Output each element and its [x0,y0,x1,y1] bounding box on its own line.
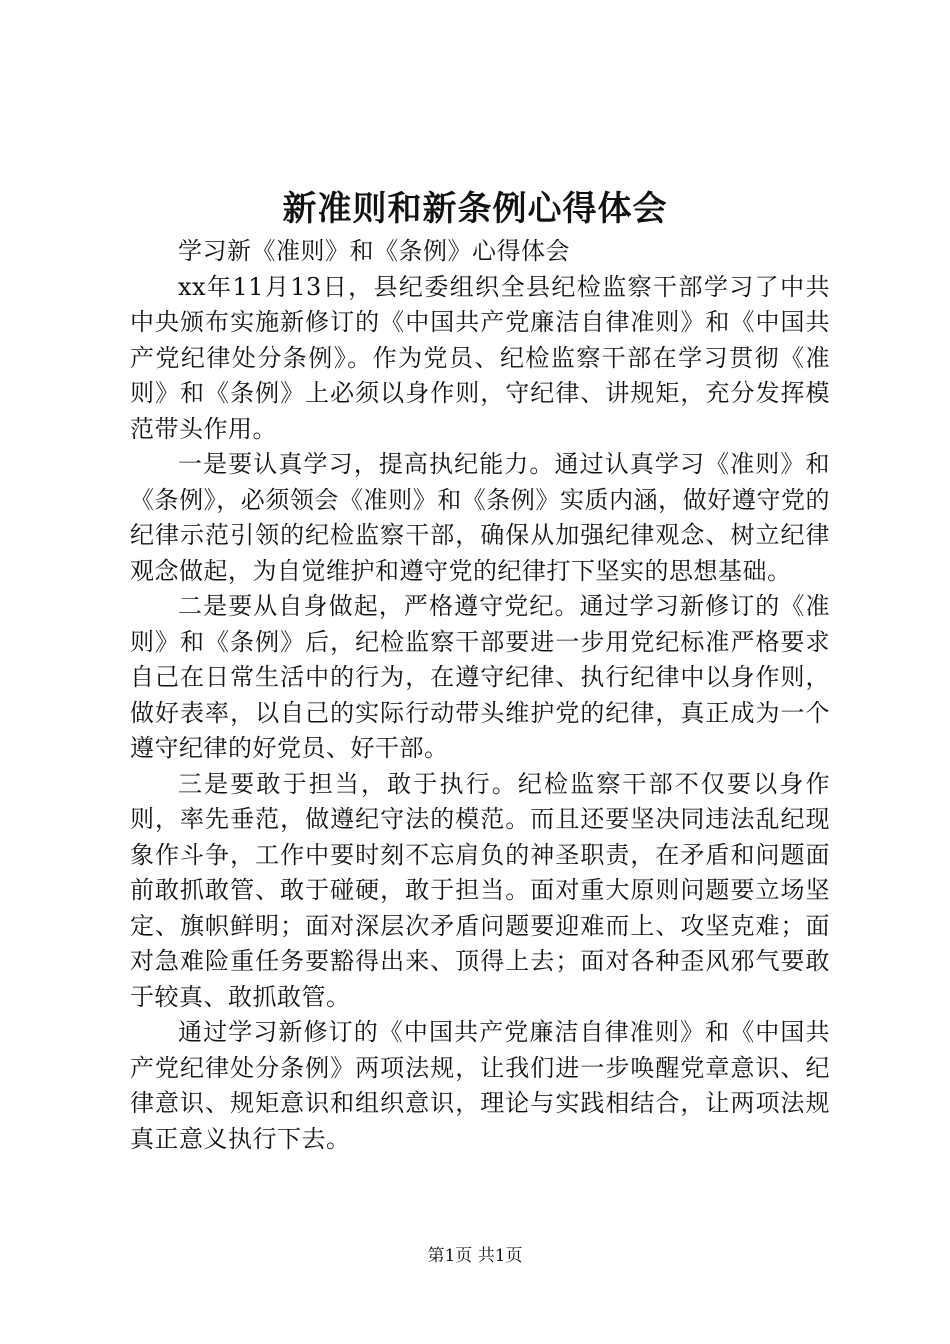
subtitle-paragraph: 学习新《准则》和《条例》心得体会 [178,237,570,265]
body-paragraph: 三是要敢于担当，敢于执行。纪检监察干部不仅要以身作则，率先垂范，做遵纪守法的模范。而且还要坚决同违法乱纪现象作斗争，工作中要时刻不忘肩负的神圣职责，在矛盾和问题面前敢抓敢管、敢于碰硬，敢于担当。面对重大原则问题要立场坚定、旗帜鲜明；面对深层次矛盾问题要迎难而上、攻坚克难；面对急难险重任务要豁得出来、顶得上去；面对各种歪风邪气要敢于较真、敢抓敢管。 [130,769,830,1011]
document-title: 新准则和新条例心得体会 [282,189,668,229]
body-paragraph: 一是要认真学习，提高执纪能力。通过认真学习《准则》和《条例》，必须领会《准则》和《条例》实质内涵，做好遵守党的纪律示范引领的纪检监察干部，确保从加强纪律观念、树立纪律观念做起，为自觉维护和遵守党的纪律打下坚实的思想基础。 [130,450,830,585]
body-paragraph: 通过学习新修订的《中国共产党廉洁自律准则》和《中国共产党纪律处分条例》两项法规，让我们进一步唤醒党章意识、纪律意识、规矩意识和组织意识，理论与实践相结合，让两项法规真正意义执行下去。 [130,1018,830,1153]
document-body [130,234,830,1157]
body-paragraph: xx年11月13日，县纪委组织全县纪检监察干部学习了中共中央颁布实施新修订的《中国共产党廉洁自律准则》和《中国共产党纪律处分条例》。作为党员、纪检监察干部在学习贯彻《准则》和《条例》上必须以身作则，守纪律、讲规矩，充分发挥模范带头作用。 [130,272,830,443]
page-number-footer: 第1页 共1页 [427,1246,523,1266]
body-paragraph: 二是要从自身做起，严格遵守党纪。通过学习新修订的《准则》和《条例》后，纪检监察干部要进一步用党纪标准严格要求自己在日常生活中的行为，在遵守纪律、执行纪律中以身作则，做好表率，以自己的实际行动带头维护党的纪律，真正成为一个遵守纪律的好党员、好干部。 [130,592,830,762]
